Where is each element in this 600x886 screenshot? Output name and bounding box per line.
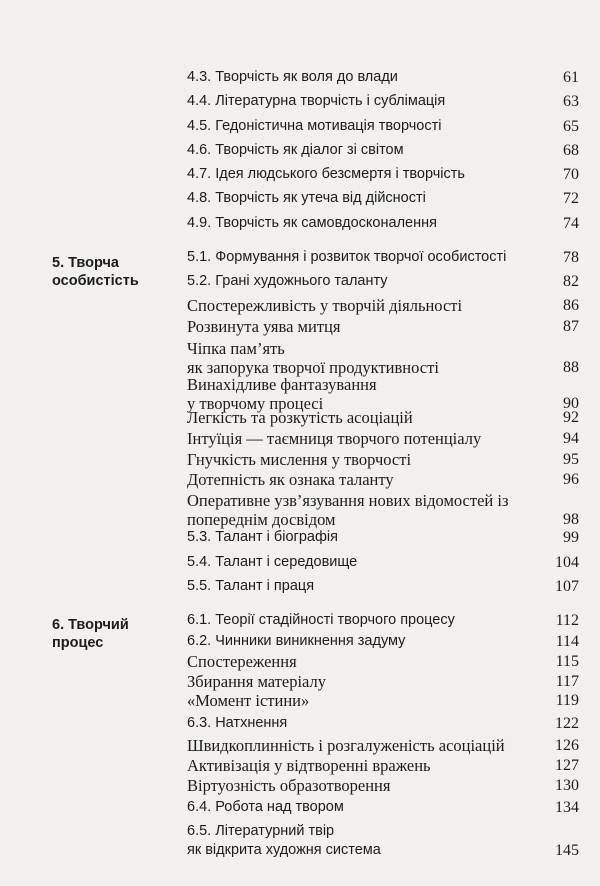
entry-page: 70 — [563, 166, 579, 183]
toc-entry — [187, 652, 579, 671]
entry-title: 5.4. Талант і середовище — [187, 554, 358, 570]
entry-page: 88 — [563, 359, 579, 376]
entry-title: Дотепність як ознака таланту — [187, 470, 394, 489]
entry-page: 122 — [555, 715, 579, 732]
entry-title: Чіпка пам’ять як запорука творчої продуктивності — [187, 339, 439, 377]
entry-title: 4.9. Творчість як самовдосконалення — [187, 215, 437, 231]
entry-title: Швидкоплинність і розгалуженість асоціацій — [187, 736, 505, 755]
toc-entry — [187, 611, 579, 630]
entry-page: 104 — [555, 554, 579, 571]
toc-entry — [187, 189, 579, 208]
entry-title: 6.1. Теорії стадійності творчого процесу — [187, 612, 455, 628]
toc-entry — [187, 798, 579, 817]
entry-page: 74 — [563, 215, 579, 232]
entry-title: Активізація у відтворенні вражень — [187, 756, 431, 775]
toc-entry — [187, 339, 579, 377]
entry-page: 86 — [563, 297, 579, 314]
entry-page: 90 — [563, 395, 579, 412]
entry-title: 5.5. Талант і праця — [187, 578, 315, 594]
entry-title: 5.1. Формування і розвиток творчої особистості — [187, 249, 507, 265]
entry-page: 115 — [555, 653, 579, 670]
entry-title: 5.2. Грані художнього таланту — [187, 273, 388, 289]
toc-entry — [187, 317, 579, 336]
toc-entry — [187, 672, 579, 691]
entry-page: 107 — [555, 578, 579, 595]
entry-page: 119 — [555, 692, 579, 709]
toc-entry — [187, 553, 579, 572]
entry-page: 134 — [555, 799, 579, 816]
entry-page: 78 — [563, 249, 579, 266]
entry-page: 126 — [555, 737, 579, 754]
entry-title: Збирання матеріалу — [187, 672, 326, 691]
toc-entry — [187, 296, 579, 315]
entry-title: Розвинута уява митця — [187, 317, 341, 336]
toc-entry — [187, 117, 579, 136]
entry-page: 68 — [563, 142, 579, 159]
entry-title: Легкість та розкутість асоціацій — [187, 408, 413, 427]
entry-title: 4.4. Літературна творчість і сублімація — [187, 93, 446, 109]
toc-entry — [187, 691, 579, 710]
entry-page: 130 — [555, 777, 579, 794]
toc-entry — [187, 214, 579, 233]
entry-page: 117 — [555, 673, 579, 690]
entry-page: 96 — [563, 471, 579, 488]
toc-entry — [187, 632, 579, 651]
entry-title: 6.4. Робота над твором — [187, 799, 344, 815]
entry-page: 63 — [563, 93, 579, 110]
entry-page: 114 — [555, 633, 579, 650]
entry-page: 61 — [563, 69, 579, 86]
entry-page: 95 — [563, 451, 579, 468]
entry-title: 4.6. Творчість як діалог зі світом — [187, 142, 404, 158]
entry-page: 65 — [563, 118, 579, 135]
entry-page: 94 — [563, 430, 579, 447]
entry-page: 127 — [555, 757, 579, 774]
entry-page: 112 — [555, 612, 579, 629]
entry-title: Інтуїція — таємниця творчого потенціалу — [187, 429, 482, 448]
toc-entry — [187, 68, 579, 87]
entry-title: 4.3. Творчість як воля до влади — [187, 69, 398, 85]
toc-entry — [187, 822, 579, 860]
toc-entry — [187, 141, 579, 160]
toc-entry — [187, 429, 579, 448]
entry-title: 4.8. Творчість як утеча від дійсності — [187, 190, 426, 206]
toc-entry — [187, 165, 579, 184]
toc-entry — [187, 92, 579, 111]
entry-page: 87 — [563, 318, 579, 335]
entry-title: Спостереження — [187, 652, 297, 671]
entry-page: 145 — [555, 842, 579, 859]
toc-entry — [187, 528, 579, 547]
entry-page: 98 — [563, 511, 579, 528]
toc-entry — [187, 248, 579, 267]
entry-title: «Момент істини» — [187, 691, 310, 710]
entry-title: 5.3. Талант і біографія — [187, 529, 338, 545]
entry-title: Винахідливе фантазування у творчому процесі — [187, 375, 377, 413]
entry-title: 6.3. Натхнення — [187, 715, 288, 731]
toc-entry — [187, 450, 579, 469]
entry-page: 99 — [563, 529, 579, 546]
entry-title: Спостережливість у творчій діяльності — [187, 296, 463, 315]
entry-page: 92 — [563, 409, 579, 426]
toc-entry — [187, 756, 579, 775]
toc-entry — [187, 736, 579, 755]
toc-entry — [187, 714, 579, 733]
entry-title: 6.5. Літературний твір як відкрита художня система — [187, 823, 381, 858]
entry-page: 82 — [563, 273, 579, 290]
toc-entry — [187, 272, 579, 291]
toc-entry — [187, 408, 579, 427]
entry-title: Оперативне узв’язування нових відомостей із попереднім досвідом — [187, 491, 509, 529]
entry-page: 72 — [563, 190, 579, 207]
entry-title: Гнучкість мислення у творчості — [187, 450, 412, 469]
entry-title: 4.7. Ідея людського безсмертя і творчість — [187, 166, 465, 182]
chapter-heading: 5. Творча особистість — [52, 255, 139, 289]
toc-entry — [187, 470, 579, 489]
toc-entry — [187, 577, 579, 596]
chapter-heading: 6. Творчий процес — [52, 617, 129, 651]
toc-entry — [187, 776, 579, 795]
entry-title: 4.5. Гедоністична мотивація творчості — [187, 118, 442, 134]
entry-title: Віртуозність образотворення — [187, 776, 391, 795]
toc-entry — [187, 491, 579, 529]
entry-title: 6.2. Чинники виникнення задуму — [187, 633, 406, 649]
